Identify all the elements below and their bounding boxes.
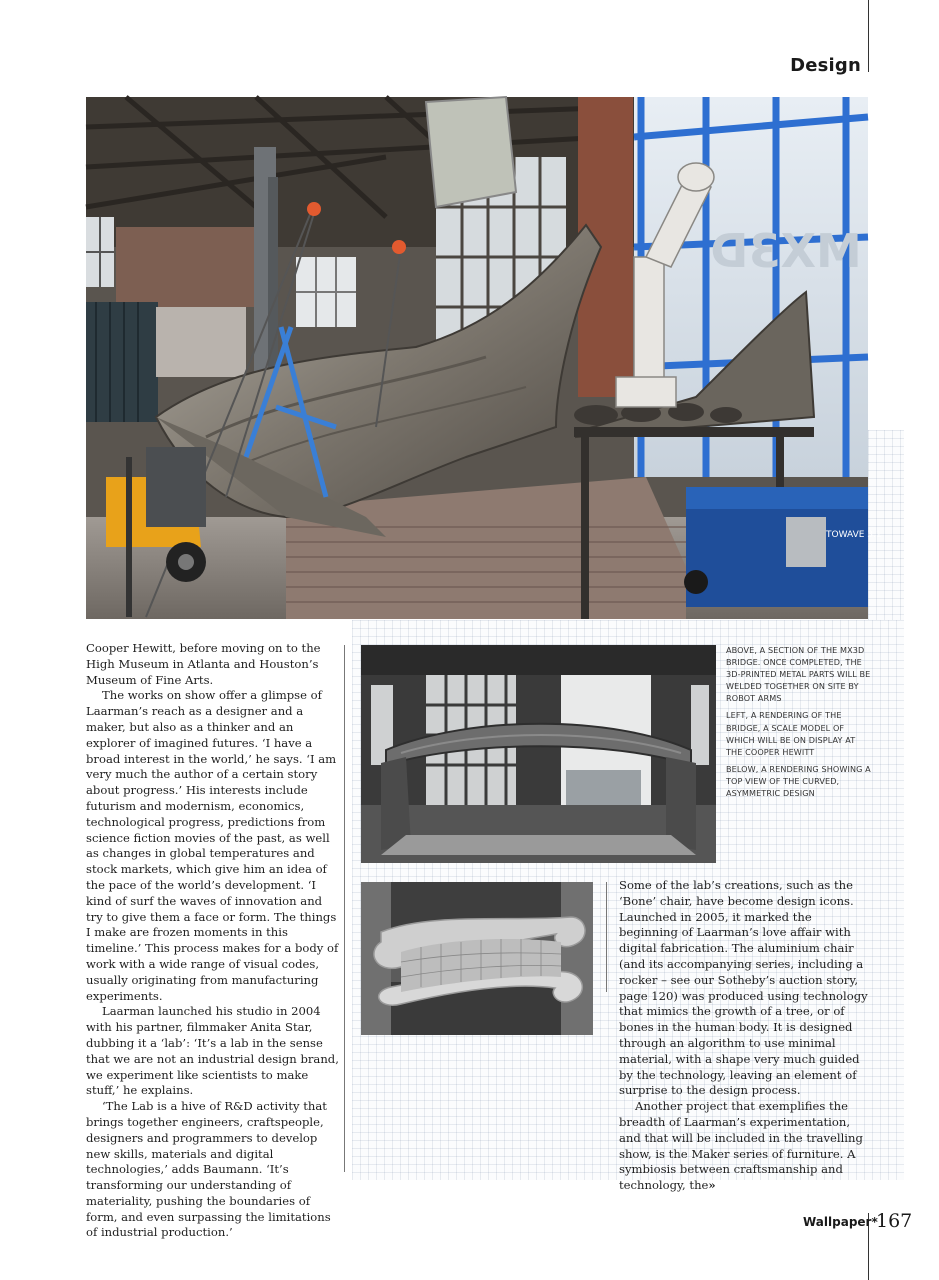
grid-background-top (868, 430, 904, 620)
caption-left: LEFT, A RENDERING OF THE BRIDGE, A SCALE MODEL OF WHICH WILL BE ON DISPLAY AT THE COOPER HEWITT (726, 710, 856, 757)
photo-captions (726, 644, 871, 804)
bridge-section-photo (86, 97, 882, 619)
magazine-brand: Wallpaper* (803, 1215, 878, 1229)
window-sign-text: MX3D (710, 224, 862, 278)
top-edge-rule (868, 0, 869, 72)
paragraph: Laarman launched his studio in 2004 with his partner, filmmaker Anita Star, dubbing it a ‘lab’: ‘It’s a lab in the sense that we are not an industrial design brand, we experiment like scientists to make stuff,’ he explains. (86, 1004, 339, 1098)
article-column-left (86, 641, 342, 1241)
paragraph: ‘The Lab is a hive of R&D activity that brings together engineers, craftspeople, designers and programmers to develop new skills, materials and digital technologies,’ adds Baumann. ‘It’s transforming our understanding of materiality, pushing the boundaries of form, and even surpassing the limitations of industrial production.’ (86, 1099, 331, 1240)
article-column-right (619, 878, 869, 1194)
column-rule (344, 645, 345, 1172)
caption-above: ABOVE, A SECTION OF THE MX3D BRIDGE. ONCE COMPLETED, THE 3D-PRINTED METAL PARTS WILL BE WELDED TOGETHER ON SITE BY ROBOT ARMS (726, 645, 871, 704)
page-number: 167 (876, 1210, 913, 1232)
bridge-model-rendering (361, 645, 716, 863)
caption-below: BELOW, A RENDERING SHOWING A TOP VIEW OF THE CURVED, ASYMMETRIC DESIGN (726, 763, 871, 799)
continue-mark: » (708, 1178, 716, 1193)
column-rule-right (606, 882, 607, 992)
section-label: Design (790, 55, 861, 76)
paragraph (619, 1099, 869, 1194)
paragraph: Some of the lab’s creations, such as the ‘Bone’ chair, have become design icons. Launched in 2005, it marked the beginning of Laarman’s love affair with digital fabrication. The aluminium chair (and its accompanying series, including a rocker – see our Sotheby’s auction story, page 120) was produced using technology that mimics the growth of a tree, or of bones in the human body. It is designed through an algorithm to use minimal material, with a shape very much guided by the technology, leaving an element of surprise to the design process. (619, 878, 868, 1098)
machine-label: TOWAVE 3.1 (826, 530, 882, 540)
paragraph-text: Another project that exemplifies the breadth of Laarman’s experimentation, and that will be included in the travelling show, is the Maker series of furniture. A symbiosis between craftsmanship and technology, the (619, 1099, 863, 1193)
paragraph: Cooper Hewitt, before moving on to the High Museum in Atlanta and Houston’s Museum of Fine Arts. (86, 641, 321, 687)
bridge-top-view-rendering (361, 882, 593, 1035)
paragraph: The works on show offer a glimpse of Laarman’s reach as a designer and a maker, but also as a thinker and an explorer of imagined futures. ‘I have a broad interest in the world,’ he says. ‘I am very much the author of a certain story about progress.’ His interests include futurism and modernism, economics, technological progress, predictions from science fiction movies of the past, as well as changes in global temperatures and stock markets, which give him an idea of the pace of the world’s development. ‘I kind of surf the waves of innovation and try to give them a face or form. The things I make are frozen moments in this timeline.’ This process makes for a body of work with a wide range of visual codes, usually originating from manufacturing experiments. (86, 688, 339, 1003)
